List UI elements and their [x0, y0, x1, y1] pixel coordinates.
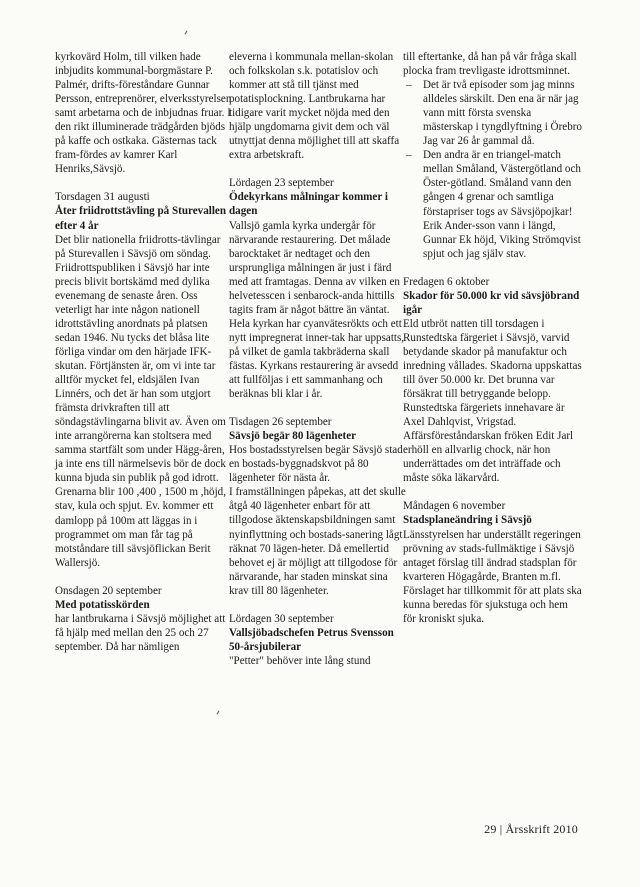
quote-list: [403, 78, 583, 261]
article-entry: [55, 190, 233, 569]
article-continued: [55, 50, 233, 176]
entry-headline: Ödekyrkans målningar kommer i dagen: [229, 191, 388, 218]
entry-headline: Åter friidrottstävling på Sturevallen efter 4 år: [55, 205, 227, 232]
article-body: Grenarna blir 100 ,400 , 1500 m ,höjd, stav, kula och spjut. Ev. kommer ett damlopp på 100m att läggas in i programmet om man får tag på motståndare till sävsjöflickan Berit Wallersjö.: [55, 486, 226, 569]
entry-date: Fredagen 6 oktober: [403, 275, 490, 288]
quote-list-item: – Det är två episoder som jag minns alldeles särskilt. Den ena är när jag vann mitt första svenska mästerskap i tyngdlyftning i Örebro Jag var 26 år gammal då.: [403, 78, 583, 148]
article-entry: [403, 499, 583, 625]
entry-date: Måndagen 6 november: [403, 500, 506, 513]
entry-date: Torsdagen 31 augusti: [55, 191, 150, 204]
article-entry: [229, 415, 406, 598]
article-body: Hos bostadsstyrelsen begär Sävsjö stad en bostads-byggnadskvot på 80 lägenheter för nästa år.: [229, 444, 403, 485]
entry-date: Lördagen 30 september: [229, 612, 334, 625]
article-entry: [403, 275, 583, 486]
article-body: eleverna i kommunala mellan-skolan och folkskolan s.k. potatislov och kommer att stå till tjänst med potatisplockning. Lantbrukarna har tidigare varit mycket nöjda med den hjälp ungdomarna givit dem och väl utnyttjat denna möjlighet till att skaffa extra arbetskraft.: [229, 51, 400, 162]
entry-headline: Vallsjöbadschefen Petrus Svensson 50-årsjubilerar: [229, 626, 394, 653]
article-entry: [229, 176, 406, 401]
entry-headline: Med potatisskörden: [55, 598, 150, 611]
entry-date: Tisdagen 26 september: [229, 416, 332, 429]
text-column-1: [55, 50, 233, 668]
entry-date: Lördagen 23 september: [229, 177, 334, 190]
article-entry: [55, 584, 233, 654]
scan-speck: [217, 711, 220, 715]
article-body: Vallsjö gamla kyrka undergår för närvarande restaurering. Det målade barocktaket är nedtaget och den ursprungliga målningen är just i färd med att framtagas. Denna av vilken en helvetesscen i senbarock-anda hittills tagits fram är något bättre än väntat. Hela kyrkan har cyanvätesrökts och ett nytt impregnerat inner-tak har uppsatts, på vilket de gamla takbräderna skall fästas. Kyrkans restaurering är avsedd att fullföljas i ett sammanhang och beräknas bli klar i år.: [229, 219, 405, 401]
text-column-3: [403, 50, 583, 640]
quote-list-item: – Den andra är en triangel-match mellan Småland, Västergötland och Öster-götland. Småland vann den gången 4 grenar och samtliga förstapriser togs av Sävsjöpojkar! Erik Ander-sson vann i längd, Gunnar Ek höjd, Viking Strömqvist spjut och jag själv stav.: [403, 148, 583, 260]
scan-speck: [185, 31, 188, 35]
page-footer: 29 | Årsskrift 2010: [484, 822, 578, 836]
article-body: kyrkovärd Holm, till vilken hade inbjudits kommunal-borgmästare P. Palmér, drifts-föreståndare Gunnar Persson, entreprenörer, elverksstyrelsen samt arbetarna och de inbjudnas fruar. I den rikt illuminerade trädgården bjöds på kaffe och ostkaka. Gästernas tack fram-fördes av kamrer Karl Henriks,Sävsjö.: [55, 51, 232, 176]
article-body: till eftertanke, då han på vår fråga skall plocka fram trevligaste idrottsminnet.: [403, 51, 577, 78]
text-column-2: [229, 50, 406, 682]
article-entry: [229, 612, 406, 668]
entry-headline: Skador för 50.000 kr vid sävsjöbrand igår: [403, 289, 580, 316]
article-body: Eld utbröt natten till torsdagen i Runstedtska färgeriet i Sävsjö, varvid betydande skador på manufaktur och inredning vållades. Skadorna uppskattas till över 50.000 kr. Det brunna var försäkrat till betryggande belopp. Runstedtska färgeriets innehavare är Axel Dahlqvist, Vrigstad.: [403, 317, 582, 429]
entry-date: Onsdagen 20 september: [55, 584, 162, 597]
article-continued: [229, 50, 406, 162]
article-body: Länsstyrelsen har underställt regeringen prövning av stads-fullmäktige i Sävsjö antaget förslag till ändrad stadsplan för kvarteren Högagårde, Branten m.fl. Förslaget har tillkommit för att plats ska kunna beredas för sjukstuga och hem för kroniskt sjuka.: [403, 528, 582, 625]
article-body: "Petter" behöver inte lång stund: [229, 654, 371, 667]
entry-headline: Sävsjö begär 80 lägenheter: [229, 430, 357, 443]
article-body: Affärsföreståndarskan fröken Edit Jarl erhöll en allvarlig chock, när hon underrättades om det inträffade och måste söka läkarvård.: [403, 430, 574, 485]
article-body: har lantbrukarna i Sävsjö möjlighet att få hjälp med mellan den 25 och 27 september. Då har nämligen: [55, 612, 226, 653]
article-body: I framställningen påpekas, att det skulle åtgå 40 lägenheter enbart för att tillgodose äktenskapsbildningen samt nyinflyttning och bostads-sanering lågt räknat 70 lägen-heter. Då emellertid behovet ej är möjligt att tillgodose för närvarande, har staden minskat sina krav till 80 lägenheter.: [229, 486, 406, 597]
article-body: Det blir nationella friidrotts-tävlingar på Sturevallen i Sävsjö om söndag. Friidrottspubliken i Sävsjö har inte precis blivit bortskämd med dylika evenemang de senaste åren. Oss veterligt har inte någon nationell idrottstävling anordnats på platsen sedan 1946. Nu tycks det blåsa lite förliga vindar om den härjade IFK-skutan. Förtjänsten är, om vi inte tar alltför mycket fel, eldsjälen Ivan Linnérs, och det är han som utgjort främsta drivkraften till att söndagstävlingarna blivit av. Även om inte arrangörerna kan stoltsera med samma startfält som under Hägg-åren, ja inte ens till närmelsevis bör de dock kunna bjuda sin publik på god idrott.: [55, 233, 226, 485]
article-continued: [403, 50, 583, 261]
entry-headline: Stadsplaneändring i Sävsjö: [403, 514, 532, 527]
